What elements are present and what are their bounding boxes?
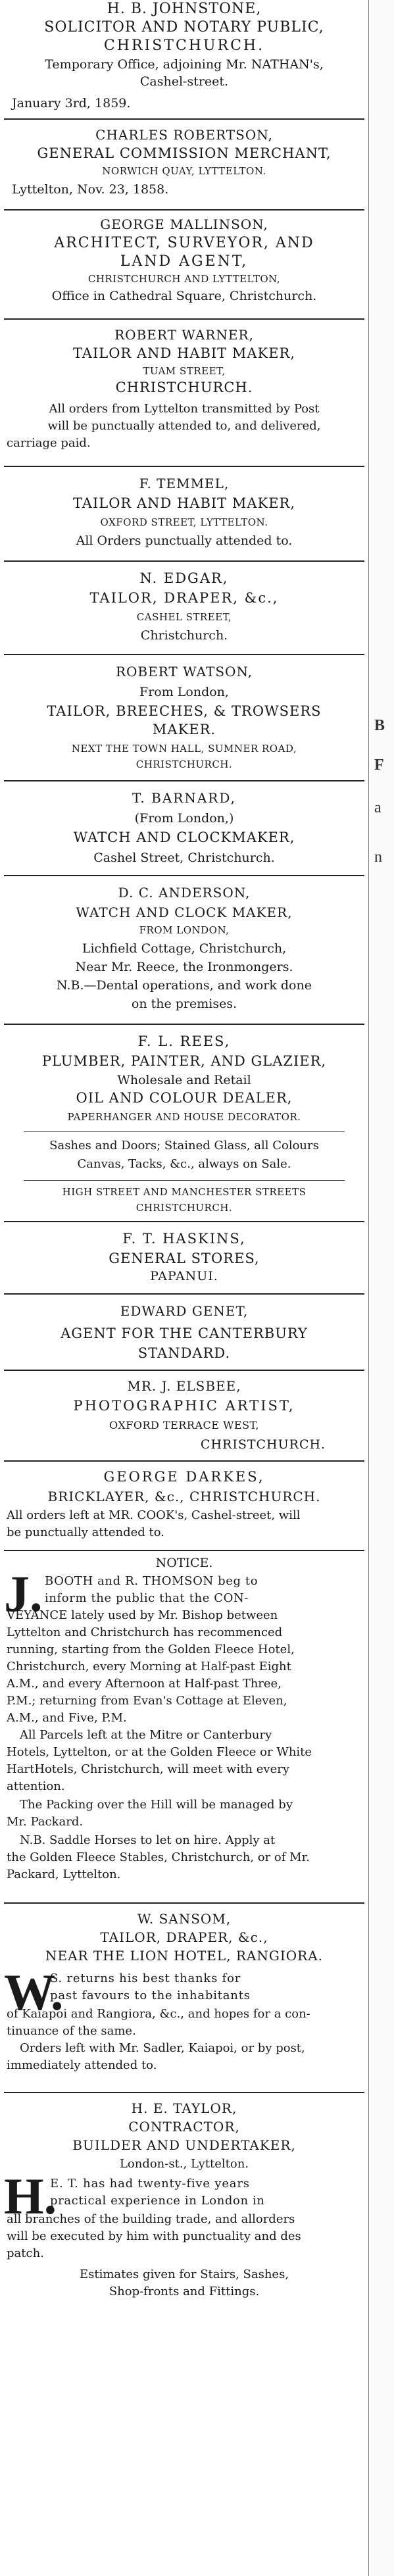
ad-text: will be punctually attended to, and delivered,: [47, 419, 321, 433]
ad-address: FROM LONDON,: [139, 924, 230, 936]
ad-text: Office in Cathedral Square, Christchurch.: [51, 289, 317, 303]
ad-heading: ARCHITECT, SURVEYOR, AND: [54, 235, 314, 251]
ad-mallinson: [4, 212, 364, 310]
divider-rule: [4, 560, 364, 562]
ad-name: ROBERT WARNER,: [114, 327, 254, 343]
ad-text: N.B.—Dental operations, and work done: [57, 978, 312, 993]
ad-barnard: [4, 784, 364, 870]
edge-letter: F: [374, 756, 384, 774]
ad-heading: BUILDER AND UNDERTAKER,: [72, 2137, 296, 2153]
ad-rees: [4, 1028, 364, 1218]
ad-text: N.B. Saddle Horses to let on hire. Apply at: [20, 1833, 276, 1847]
divider-rule: [4, 1024, 364, 1025]
ad-text: The Packing over the Hill will be managed by: [20, 1798, 293, 1812]
ad-text: of Kaiapoi and Rangiora, &c., and hopes for a con-: [7, 2007, 310, 2021]
ad-text: Cashel-street.: [139, 74, 229, 89]
edge-letter: a: [374, 799, 382, 816]
ad-text: will be executed by him with punctuality and des: [7, 2229, 301, 2243]
ad-text: Canvas, Tacks, &c., always on Sale.: [77, 1157, 291, 1171]
ad-heading: PHOTOGRAPHIC ARTIST,: [73, 1398, 295, 1414]
ad-text: All Orders punctually attended to.: [76, 533, 293, 548]
ad-heading: WATCH AND CLOCK MAKER,: [76, 904, 293, 920]
ad-heading: MAKER.: [152, 722, 216, 737]
ad-name: ROBERT WATSON,: [115, 664, 253, 680]
ad-heading: CONTRACTOR,: [128, 2119, 240, 2135]
ad-temmel: [4, 470, 364, 555]
ad-name: D. C. ANDERSON,: [118, 885, 251, 901]
ad-watson: [4, 658, 364, 789]
ad-text: London-st., Lyttelton.: [119, 2157, 249, 2171]
divider-rule: [4, 1370, 364, 1371]
ad-text: Lyttelton and Christchurch has recommenced: [7, 1625, 283, 1639]
ad-address: NEXT THE TOWN HALL, SUMNER ROAD,: [71, 743, 297, 755]
ad-text: HartHotels, Christchurch, will meet with every: [7, 1762, 289, 1776]
ad-address: PAPERHANGER AND HOUSE DECORATOR.: [67, 1111, 301, 1123]
ad-heading: AGENT FOR THE CANTERBURY: [61, 1325, 308, 1341]
ad-name: H. B. JOHNSTONE,: [107, 1, 262, 17]
ad-text: P.M.; returning from Evan's Cottage at Eleven,: [7, 1694, 287, 1708]
ad-text: practical experience in London in: [50, 2194, 265, 2208]
ad-notice-conveyance: [4, 1554, 364, 1902]
ad-text: Cashel Street, Christchurch.: [93, 851, 275, 865]
ad-address: CHRISTCHURCH.: [135, 1202, 233, 1214]
ad-title: NOTICE.: [155, 1556, 213, 1570]
ad-text: VEYANCE lately used by Mr. Bishop between: [7, 1608, 278, 1622]
drop-cap: W.: [4, 1964, 64, 2021]
ad-text: Sashes and Doors; Stained Glass, all Colours: [49, 1139, 319, 1152]
ad-text: S. returns his best thanks for: [50, 1971, 241, 1985]
ad-anderson: [4, 879, 364, 1030]
ad-name: N. EDGAR,: [139, 570, 229, 586]
ad-heading: WATCH AND CLOCKMAKER,: [73, 830, 295, 845]
ad-name: H. E. TAYLOR,: [131, 2100, 237, 2116]
ad-text: be punctually attended to.: [7, 1525, 164, 1539]
divider-rule: [4, 1293, 364, 1295]
ad-address: CASHEL STREET,: [136, 611, 232, 623]
divider-rule: [4, 1550, 364, 1551]
ad-text: running, starting from the Golden Fleece Hotel,: [7, 1643, 295, 1656]
adjacent-column-edge: [368, 0, 394, 2576]
divider-rule: [4, 875, 364, 876]
ad-heading: PAPANUI.: [150, 1269, 218, 1283]
ad-text: Mr. Packard.: [7, 1815, 84, 1829]
divider-rule: [4, 1902, 364, 1904]
ad-text: on the premises.: [131, 997, 237, 1011]
ad-heading: TAILOR, BREECHES, & TROWSERS: [47, 703, 322, 719]
ad-text: Hotels, Lyttelton, or at the Golden Fleece or White: [7, 1745, 312, 1759]
ad-text: (From London,): [134, 811, 234, 826]
ad-text: immediately attended to.: [7, 2058, 157, 2072]
ad-date: Lyttelton, Nov. 23, 1858.: [12, 182, 169, 197]
divider-rule: [4, 1221, 364, 1222]
ad-text: Shop-fronts and Fittings.: [109, 2285, 260, 2298]
ad-heading: PLUMBER, PAINTER, AND GLAZIER,: [41, 1053, 327, 1069]
ad-heading: TAILOR AND HABIT MAKER,: [72, 495, 296, 511]
ad-name: GEORGE DARKES,: [103, 1469, 265, 1485]
ad-text: the Golden Fleece Stables, Christchurch, or of Mr.: [7, 1850, 310, 1864]
ad-text: all branches of the building trade, and allorders: [7, 2212, 295, 2226]
ad-heading: GENERAL COMMISSION MERCHANT,: [37, 145, 332, 161]
ad-heading: SOLICITOR AND NOTARY PUBLIC,: [44, 19, 324, 36]
ad-name: W. SANSOM,: [137, 1911, 232, 1927]
ad-text: Near Mr. Reece, the Ironmongers.: [75, 960, 293, 974]
ad-elsbee: [4, 1374, 364, 1459]
drop-cap: J.: [4, 1565, 43, 1622]
ad-address: CHRISTCHURCH AND LYTTELTON,: [87, 273, 281, 285]
divider-rule: [4, 466, 364, 467]
ad-text: carriage paid.: [7, 436, 91, 450]
inner-rule: [24, 1131, 345, 1132]
ad-address: HIGH STREET AND MANCHESTER STREETS: [62, 1186, 307, 1198]
drop-cap: H.: [4, 2167, 57, 2225]
ad-heading: NEAR THE LION HOTEL, RANGIORA.: [45, 1948, 324, 1964]
ad-darkes: [4, 1464, 364, 1550]
divider-rule: [4, 654, 364, 655]
ad-heading: TAILOR, DRAPER, &c.,: [89, 590, 279, 606]
ad-text: A.M., and Five, P.M.: [7, 1711, 127, 1725]
ad-text: BOOTH and R. THOMSON beg to: [45, 1574, 259, 1588]
ad-name: MR. J. ELSBEE,: [127, 1378, 241, 1394]
divider-rule: [4, 318, 364, 320]
ad-name: T. BARNARD,: [132, 790, 236, 806]
ad-text: All Parcels left at the Mitre or Canterbury: [20, 1728, 272, 1742]
ad-warner: [4, 322, 364, 474]
edge-letter: n: [374, 849, 382, 866]
ad-heading: CHRISTCHURCH.: [200, 1437, 326, 1452]
ad-name: F. L. REES,: [137, 1033, 231, 1049]
ad-heading: TAILOR, DRAPER, &c.,: [100, 1929, 268, 1945]
ad-text: Christchurch, every Morning at Half-past Eight: [7, 1660, 291, 1673]
ad-text: Packard, Lyttelton.: [7, 1868, 121, 1881]
ad-text: Estimates given for Stairs, Sashes,: [79, 2267, 289, 2281]
ad-johnstone: [4, 0, 364, 132]
ad-text: Wholesale and Retail: [117, 1073, 251, 1087]
ad-text: patch.: [7, 2246, 44, 2260]
ad-address: TUAM STREET,: [143, 365, 226, 377]
divider-rule: [4, 118, 364, 120]
ad-heading: BRICKLAYER, &c., CHRISTCHURCH.: [47, 1489, 321, 1504]
ad-address: OXFORD STREET, LYTTELTON.: [100, 516, 268, 528]
ad-name: F. TEMMEL,: [139, 476, 230, 491]
ad-text: past favours to the inhabitants: [50, 1989, 251, 2002]
ad-sansom: [4, 1906, 364, 2077]
divider-rule: [4, 780, 364, 781]
ad-robertson: [4, 122, 364, 201]
ad-heading: STANDARD.: [137, 1345, 231, 1361]
divider-rule: [4, 2092, 364, 2093]
divider-rule: [4, 209, 364, 211]
ad-name: GEORGE MALLINSON,: [100, 216, 268, 232]
ad-date: January 3rd, 1859.: [12, 96, 131, 111]
ad-text: From London,: [139, 685, 229, 699]
ad-text: All orders left at MR. COOK's, Cashel-street, will: [7, 1508, 301, 1522]
ad-heading: LAND AGENT,: [120, 253, 249, 270]
ad-name: CHARLES ROBERTSON,: [95, 127, 273, 143]
ad-heading: TAILOR AND HABIT MAKER,: [72, 345, 296, 361]
ad-text: inform the public that the CON-: [45, 1591, 249, 1605]
ad-name: EDWARD GENET,: [120, 1303, 249, 1319]
ad-address: OXFORD TERRACE WEST,: [109, 1419, 259, 1431]
ad-taylor: [4, 2096, 364, 2313]
ad-heading: OIL AND COLOUR DEALER,: [76, 1090, 293, 1106]
ad-genet: [4, 1297, 364, 1370]
ad-text: tinuance of the same.: [7, 2024, 136, 2038]
ad-text: Temporary Office, adjoining Mr. NATHAN's,: [45, 57, 324, 72]
ad-text: attention.: [7, 1779, 65, 1793]
ad-address: CHRISTCHURCH.: [135, 758, 233, 770]
ad-address: NORWICH QUAY, LYTTELTON.: [102, 165, 266, 177]
ad-haskins: [4, 1225, 364, 1291]
ad-heading: GENERAL STORES,: [109, 1251, 260, 1266]
ad-edgar: [4, 564, 364, 650]
ad-heading: CHRISTCHURCH.: [115, 380, 253, 395]
inner-rule: [24, 1180, 345, 1181]
ad-text: Orders left with Mr. Sadler, Kaiapoi, or by post,: [20, 2041, 305, 2055]
edge-letter: B: [374, 717, 385, 734]
ad-heading: CHRISTCHURCH.: [103, 37, 265, 54]
ad-text: All orders from Lyttelton transmitted by Post: [49, 402, 320, 416]
ad-text: A.M., and every Afternoon at Half-past Three,: [7, 1677, 282, 1691]
divider-rule: [4, 1460, 364, 1462]
ad-text: Christchurch.: [140, 628, 228, 643]
ad-text: Lichfield Cottage, Christchurch,: [82, 941, 287, 956]
ad-text: E. T. has had twenty-five years: [50, 2177, 250, 2191]
ad-name: F. T. HASKINS,: [122, 1231, 246, 1247]
